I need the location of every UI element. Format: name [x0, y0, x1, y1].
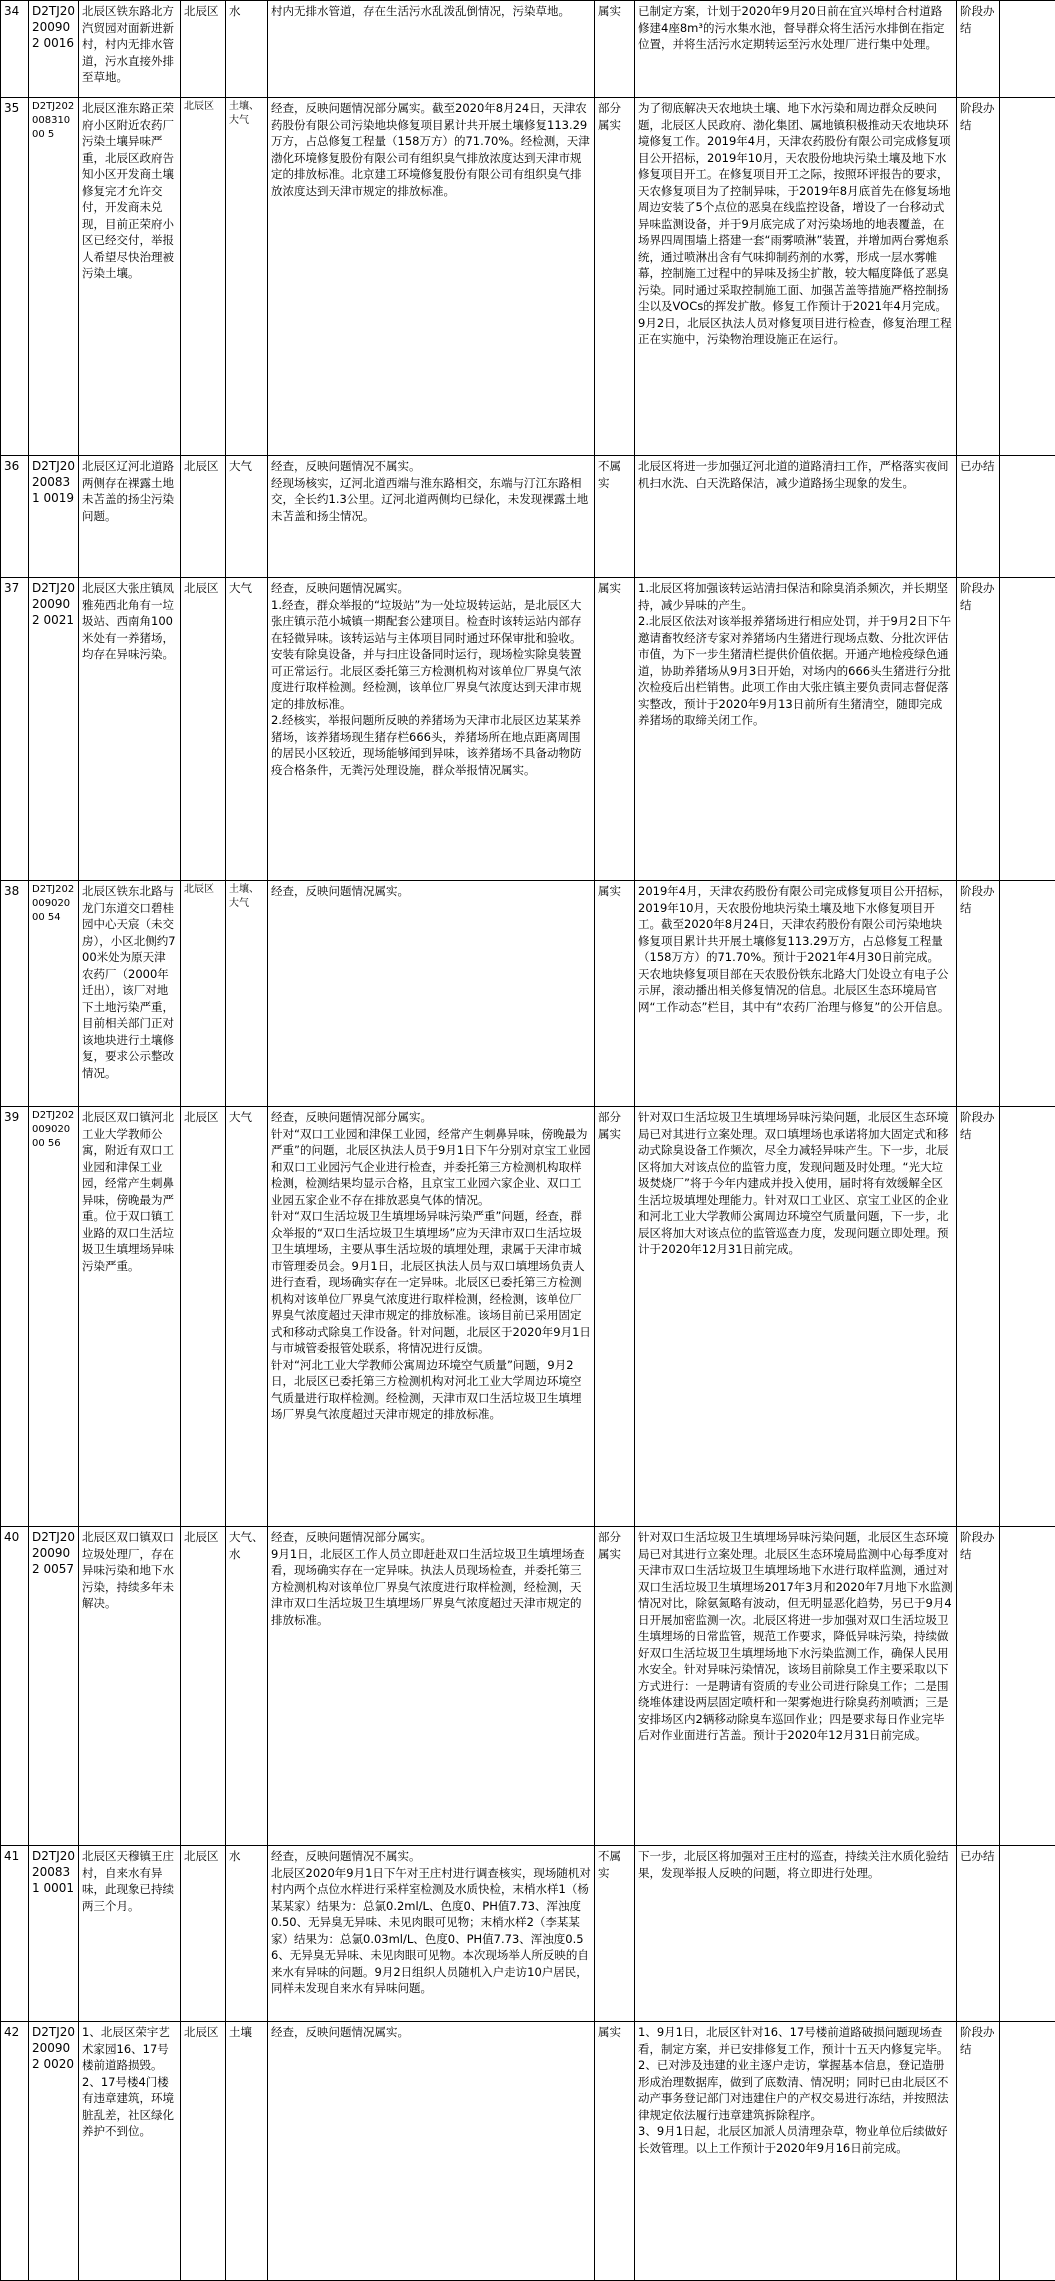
verdict-cell: 部分属实 — [595, 98, 635, 456]
status-cell: 阶段办结 — [957, 578, 1000, 881]
pollution-type: 土壤 — [226, 2022, 268, 2281]
handling-measures: 1、9月1日，北辰区针对16、17号楼前道路破损问题现场查看，制定方案，并已安排修复工作，预计十五天内修复完毕。 2、已对涉及违建的业主逐户走访，掌握基本信息，登记造册形成治理数据库，做到了底数清、情况明；同时已由北辰区不动产事务登记部门对违建住户的产权交易进行冻结，并按照法律规定依法履行违章建筑拆除程序。 3、9月1日起，北辰区加派人员清理杂草，物业单位后续做好长效管理。以上工作预计于2020年9月16日前完成。 — [635, 2022, 957, 2281]
handling-measures: 针对双口生活垃圾卫生填埋场异味污染问题，北辰区生态环境局已对其进行立案处理。双口填埋场也承诺将加大固定式和移动式除臭设备工作频次，尽全力减轻异味产生。下一步，北辰区将加大对该点位的监管力度，发现问题及时处理。“光大垃圾焚烧厂”将于今年内建成并投入使用，届时将有效缓解全区生活垃圾填埋处理能力。针对双口工业区、京宝工业区的企业和河北工业大学教师公寓周边环境空气质量问题，下一步，北辰区将加大对该点位的监管巡查力度，发现问题立即处理。预计于2020年12月31日前完成。 — [635, 1107, 957, 1527]
district-cell: 北辰区 — [181, 1846, 226, 2022]
verdict-cell: 不属实 — [595, 456, 635, 578]
handling-measures: 2019年4月，天津农药股份有限公司完成修复项目公开招标，2019年10月，天农股份地块污染土壤及地下水修复项目开工。截至2020年8月24日，天津农药股份有限公司污染地块修复项目累计共开展土壤修复113.29万方，占总修复工程量（158万方）的71.70%。预计于2021年4月30日前完成。 天农地块修复项目部在天农股份铁东北路大门处设立有电子公示屏，滚动播出相关修复情况的信息。北辰区生态环境局官网“工作动态”栏目，其中有“农药厂治理与修复”的公开信息。 — [635, 881, 957, 1107]
row-number: 41 — [1, 1846, 29, 2022]
verdict-cell: 部分属实 — [595, 1107, 635, 1527]
case-code: D2TJ20200902000 54 — [29, 881, 79, 1107]
pollution-type: 大气 — [226, 456, 268, 578]
investigation-findings: 经查，反映问题情况不属实。 北辰区2020年9月1日下午对王庄村进行调查核实，现场随机对村内两个点位水样进行采样室检测及水质快检，末梢水样1（杨某某家）结果为：总氯0.2ml/L、色度0、PH值7.73、浑浊度0.50、无异臭无异味、未见肉眼可见物；末梢水样2（李某某家）结果为：总氯0.03ml/L、色度0、PH值7.73、浑浊度0.56、无异臭无异味、未见肉眼可见物。本次现场举人所反映的自来水有异味的问题。9月2日组织人员随机入户走访10户居民，同样未发现自来水有异味问题。 — [268, 1846, 595, 2022]
handling-measures: 北辰区将进一步加强辽河北道的道路清扫工作，严格落实夜间机扫水洗、白天洗路保洁，减少道路扬尘现象的发生。 — [635, 456, 957, 578]
pollution-type: 土壤、大气 — [226, 98, 268, 456]
row-number: 42 — [1, 2022, 29, 2281]
table-row — [1, 881, 1055, 1107]
district-cell: 北辰区 — [181, 881, 226, 1107]
row-number: 34 — [1, 1, 29, 98]
investigation-findings: 经查，反映问题情况部分属实。 针对“双口工业园和津保工业园，经常产生刺鼻异味，傍晚最为严重”的问题，北辰区执法人员于9月1日下午分别对京宝工业园和双口工业园污气企业进行检查，并委托第三方检测机构取样检测，检测结果均显示合格，且京宝工业园六家企业、双口工业园五家企业不存在排放恶臭气体的情况。 针对“双口生活垃圾卫生填埋场异味污染严重”问题，经查，群众举报的“双口生活垃圾卫生填埋场”应为天津市双口生活垃圾卫生填埋场，主要从事生活垃圾的填埋处理，隶属于天津市城市管理委员会。9月1日，北辰区执法人员与双口填埋场负责人进行查看，现场确实存在一定异味。北辰区已委托第三方检测机构对该单位厂界臭气浓度进行取样检测，经检测，该单位厂界臭气浓度超过天津市规定的排放标准。该场目前已采用固定式和移动式除臭工作设备。针对问题，北辰区于2020年9月1日与市城管委报管处联系，将情况进行反馈。 针对“河北工业大学教师公寓周边环境空气质量”问题，9月2日，北辰区已委托第三方检测机构对河北工业大学周边环境空气质量进行取样检测。经检测，天津市双口生活垃圾卫生填埋场厂界臭气浓度超过天津市规定的排放标准。 — [268, 1107, 595, 1527]
handling-measures: 已制定方案，计划于2020年9月20日前在宜兴埠村合村道路修建4座8m³的污水集水池，督导群众将生活污水排倒在指定位置，并将生活污水定期转运至污水处理厂进行集中处理。 — [635, 1, 957, 98]
status-cell: 阶段办结 — [957, 881, 1000, 1107]
row-number: 39 — [1, 1107, 29, 1527]
complaint-content: 北辰区淮东路正荣府小区附近农药厂污染土壤异味严重，北辰区政府告知小区开发商土壤修复完才允许交付，开发商未兑现，目前正荣府小区已经交付，举报人希望尽快治理被污染土壤。 — [79, 98, 181, 456]
handling-measures: 下一步，北辰区将加强对王庄村的巡查，持续关注水质化验结果，发现举报人反映的问题，将立即进行处理。 — [635, 1846, 957, 2022]
district-cell: 北辰区 — [181, 2022, 226, 2281]
status-cell: 阶段办结 — [957, 1107, 1000, 1527]
status-cell: 阶段办结 — [957, 1, 1000, 98]
verdict-cell: 属实 — [595, 1, 635, 98]
handling-measures: 为了彻底解决天农地块土壤、地下水污染和周边群众反映问题，北辰区人民政府、渤化集团、属地镇积极推动天农地块环境修复工作。2019年4月，天津农药股份有限公司完成修复项目公开招标，2019年10月，天农股份地块污染土壤及地下水修复项目开工。在修复项目开工之际，按照环评报告的要求，天农修复项目为了控制异味，于2019年8月底首先在修复场地周边安装了5个点位的恶臭在线监控设备，增设了一台移动式异味监测设备，并于9月底完成了对污染场地的地表覆盖，在场界四周围墙上搭建一套“雨雾喷淋”装置，并增加两台雾炮系统，通过喷淋出含有气味抑制药剂的水雾，形成一层水雾帷幕，控制施工过程中的异味及扬尘扩散，较大幅度降低了恶臭污染。同时通过采取控制施工面、加强苫盖等措施严格控制扬尘以及VOCs的挥发扩散。修复工作预计于2021年4月完成。9月2日，北辰区执法人员对修复项目进行检查，修复治理工程正在实施中，污染物治理设施正在运行。 — [635, 98, 957, 456]
case-code: D2TJ20200902000 56 — [29, 1107, 79, 1527]
row-number: 35 — [1, 98, 29, 456]
table-row — [1, 1, 1055, 98]
case-code: D2TJ20200831 0001 — [29, 1846, 79, 2022]
pollution-type: 土壤、大气 — [226, 881, 268, 1107]
row-number: 37 — [1, 578, 29, 881]
handling-measures: 1.北辰区将加强该转运站清扫保洁和除臭消杀频次，并长期坚持，减少异味的产生。 2.北辰区依法对该举报养猪场进行相应处罚，并于9月2日下午邀请畜牧经济专家对养猪场内生猪进行现场点数、分批次评估市值，为下一步生猪清栏提供价值依据。开通产地检疫绿色通道，协助养猪场从9月3日开始，对场内的666头生猪进行分批次检疫后出栏销售。此项工作由大张庄镇主要负责同志督促落实整改，预计于2020年9月13日前所有生猪清空，随即完成养猪场的取缔关闭工作。 — [635, 578, 957, 881]
status-cell: 阶段办结 — [957, 1527, 1000, 1846]
row-number: 38 — [1, 881, 29, 1107]
investigation-findings: 经查，反映问题情况属实。 — [268, 881, 595, 1107]
table-row — [1, 98, 1055, 456]
table-row — [1, 1527, 1055, 1846]
verdict-cell: 部分属实 — [595, 1527, 635, 1846]
status-cell: 阶段办结 — [957, 2022, 1000, 2281]
verdict-cell: 属实 — [595, 2022, 635, 2281]
case-code: D2TJ20200902 0057 — [29, 1527, 79, 1846]
row-number: 36 — [1, 456, 29, 578]
complaint-content: 1、北辰区荣宇艺术家园16、17号楼前道路损毁。 2、17号楼4门楼有违章建筑，环境脏乱差，社区绿化养护不到位。 — [79, 2022, 181, 2281]
case-code: D2TJ20200902 0021 — [29, 578, 79, 881]
investigation-findings: 经查，反映问题情况部分属实。 9月1日，北辰区工作人员立即赶赴双口生活垃圾卫生填埋场查看，现场确实存在一定异味。执法人员现场检查，并委托第三方检测机构对该单位厂界臭气浓度进行取样检测，经检测，天津市双口生活垃圾卫生填埋场厂界臭气浓度超过天津市规定的排放标准。 — [268, 1527, 595, 1846]
complaint-content: 北辰区双口镇双口垃圾处理厂，存在异味污染和地下水污染，持续多年未解决。 — [79, 1527, 181, 1846]
district-cell: 北辰区 — [181, 1, 226, 98]
pollution-type: 大气 — [226, 578, 268, 881]
investigation-findings: 经查，反映问题情况属实。 1.经查，群众举报的“垃圾站”为一处垃圾转运站，是北辰区大张庄镇示范小城镇一期配套公建项目。检查时该转运站内部存在轻微异味。该转运站与主体项目同时通过环保审批和验收。安装有除臭设备，并与扫庄设备同时运行，现场检实除臭装置可正常运行。北辰区委托第三方检测机构对该单位厂界臭气浓度进行取样检测。经检测，该单位厂界臭气浓度达到天津市规定的排放标准。 2.经核实，举报问题所反映的养猪场为天津市北辰区边某某养猪场，该养猪场现生猪存栏666头，养猪场所在地点距离周围的居民小区较近，现场能够闻到异味，该养猪场不具备动物防疫合格条件，无粪污处理设施，群众举报情况属实。 — [268, 578, 595, 881]
pollution-type: 水 — [226, 1846, 268, 2022]
complaint-content: 北辰区天穆镇王庄村，自来水有异味，此现象已持续两三个月。 — [79, 1846, 181, 2022]
pollution-type: 大气 — [226, 1107, 268, 1527]
district-cell: 北辰区 — [181, 578, 226, 881]
investigation-findings: 经查，反映问题情况部分属实。截至2020年8月24日，天津农药股份有限公司污染地块修复项目累计共开展土壤修复113.29万方，占总修复工程量（158万方）的71.70%。经检测，天津渤化环境修复股份有限公司有组织臭气排放浓度达到天津市规定的排放标准。北京建工环境修复股份有限公司有组织臭气排放浓度达到天津市规定的排放标准。 — [268, 98, 595, 456]
table-row — [1, 2022, 1055, 2281]
table-row — [1, 1846, 1055, 2022]
verdict-cell: 不属实 — [595, 1846, 635, 2022]
table-row — [1, 456, 1055, 578]
table-row — [1, 578, 1055, 881]
case-code: D2TJ20200831 0019 — [29, 456, 79, 578]
table-row — [1, 1107, 1055, 1527]
case-code: D2TJ20200902 0020 — [29, 2022, 79, 2281]
pollution-type: 大气、水 — [226, 1527, 268, 1846]
pollution-type: 水 — [226, 1, 268, 98]
district-cell: 北辰区 — [181, 1107, 226, 1527]
verdict-cell: 属实 — [595, 881, 635, 1107]
district-cell: 北辰区 — [181, 1527, 226, 1846]
complaint-content: 北辰区大张庄镇凤雅苑西北角有一垃圾站、西南角100米处有一养猪场，均存在异味污染。 — [79, 578, 181, 881]
handling-measures: 针对双口生活垃圾卫生填埋场异味污染问题，北辰区生态环境局已对其进行立案处理。北辰区生态环境局监测中心每季度对天津市双口生活垃圾卫生填埋场地下水进行取样监测，通过对双口生活垃圾卫生填埋场2017年3月和2020年7月地下水监测情况对比，除氨氮略有波动，但无明显恶化趋势，另已于9月4日开展加密监测一次。北辰区将进一步加强对双口生活垃圾卫生填埋场的日常监管，规范工作要求，降低异味污染，持续做好双口生活垃圾卫生填埋场地下水污染监测工作，确保人民用水安全。针对异味污染情况，该场目前除臭工作主要采取以下方式进行：一是聘请有资质的专业公司进行除臭工作；二是围绕堆体建设两层固定喷杆和一架雾炮进行除臭药剂喷洒；三是安排场区内2辆移动除臭车巡回作业；四是要求每日作业完毕后对作业面进行苫盖。预计于2020年12月31日前完成。 — [635, 1527, 957, 1846]
investigation-findings: 经查，反映问题情况属实。 — [268, 2022, 595, 2281]
investigation-findings: 村内无排水管道，存在生活污水乱泼乱倒情况，污染草地。 — [268, 1, 595, 98]
complaint-content: 北辰区辽河北道路两侧存在裸露土地未苫盖的扬尘污染问题。 — [79, 456, 181, 578]
complaint-content: 北辰区铁东北路与龙门东道交口碧桂园中心天宸（未交房），小区北侧约700米处为原天津农药厂（2000年迁出），该厂对地下土地污染严重，目前相关部门正对该地块进行土壤修复，要求公示整改情况。 — [79, 881, 181, 1107]
status-cell: 已办结 — [957, 1846, 1000, 2022]
district-cell: 北辰区 — [181, 98, 226, 456]
district-cell: 北辰区 — [181, 456, 226, 578]
status-cell: 已办结 — [957, 456, 1000, 578]
verdict-cell: 属实 — [595, 578, 635, 881]
case-code: D2TJ20200831000 5 — [29, 98, 79, 456]
investigation-findings: 经查，反映问题情况不属实。 经现场核实，辽河北道西端与淮东路相交，东端与汀江东路相交，全长约1.3公里。辽河北道两侧均已绿化，未发现裸露土地未苫盖和扬尘情况。 — [268, 456, 595, 578]
case-code: D2TJ20200902 0016 — [29, 1, 79, 98]
complaint-content: 北辰区铁东路北方汽贸园对面新进新村，村内无排水管道，污水直接外排至草地。 — [79, 1, 181, 98]
status-cell: 阶段办结 — [957, 98, 1000, 456]
complaint-content: 北辰区双口镇河北工业大学教师公寓，附近有双口工业园和津保工业园，经常产生刺鼻异味，傍晚最为严重。位于双口镇工业路的双口生活垃圾卫生填埋场异味污染严重。 — [79, 1107, 181, 1527]
row-number: 40 — [1, 1527, 29, 1846]
